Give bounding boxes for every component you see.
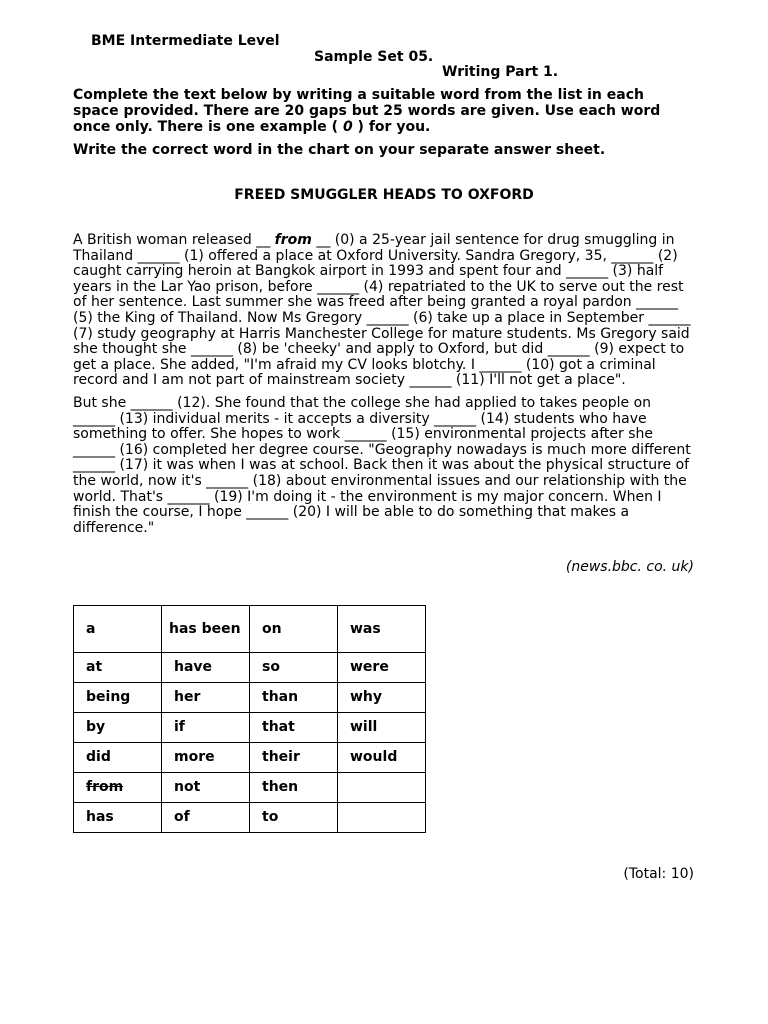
sample-set-heading: Sample Set 05.	[314, 49, 434, 65]
word-cell	[338, 773, 426, 803]
level-heading: BME Intermediate Level	[91, 33, 280, 49]
word-cell: their	[250, 743, 338, 773]
source-citation: (news.bbc. co. uk)	[565, 559, 694, 575]
word-cell: have	[162, 653, 250, 683]
passage-paragraph-2: But she ______ (12). She found that the college she had applied to takes people on ______ (13) individual merits - it accepts a diversity ______ (14) students who have something to offer. She hopes to work ______ (15) environmental projects after she ______ (16) completed her degree course. "Geography nowadays is much more different ______ (17) it was when I was at school. Back then it was about the physical structure of the world, now it's ______ (18) about environmental issues and our relationship with the world. That's ______ (19) I'm doing it - the environment is my major concern. When I finish the course, I hope ______ (20) I will be able to do something that makes a difference."	[73, 394, 691, 536]
word-cell: than	[250, 683, 338, 713]
word-cell: not	[162, 773, 250, 803]
answer-sheet-instruction: Write the correct word in the chart on your separate answer sheet.	[73, 142, 606, 158]
word-cell: a	[74, 606, 162, 653]
word-table-row	[74, 683, 426, 713]
word-cell: will	[338, 713, 426, 743]
word-cell: to	[250, 803, 338, 833]
instruction-text-before: Complete the text below by writing a suitable word from the list in each space provided. There are 20 gaps but 25 words are given. Use each word once only. There is one example (	[73, 87, 661, 135]
word-table-row	[74, 743, 426, 773]
example-number: 0	[342, 119, 353, 135]
word-cell: her	[162, 683, 250, 713]
word-cell: more	[162, 743, 250, 773]
word-cell: then	[250, 773, 338, 803]
word-cell: would	[338, 743, 426, 773]
word-cell: has been	[162, 606, 250, 653]
word-table-row	[74, 803, 426, 833]
word-cell: from	[74, 773, 162, 803]
paragraph-1-text-before: A British woman released __	[73, 232, 275, 248]
passage-title: FREED SMUGGLER HEADS TO OXFORD	[234, 187, 534, 203]
word-table-row	[74, 606, 426, 653]
passage	[73, 233, 695, 536]
word-table-row	[74, 773, 426, 803]
word-cell: on	[250, 606, 338, 653]
paragraph-1-text-after: __ (0) a 25-year jail sentence for drug smuggling in Thailand ______ (1) offered a place at Oxford University. Sandra Gregory, 35, ______ (2) caught carrying heroin at Bangkok airport in 1993 and spent four and ______ (3) half years in the Lar Yao prison, before ______ (4) repatriated to the UK to serve out the rest of her sentence. Last summer she was freed after being granted a royal pardon ______ (5) the King of Thailand. Now Ms Gregory ______ (6) take up a place in September ______ (7) study geography at Harris Manchester College for mature students. Ms Gregory said she thought she ______ (8) be 'cheeky' and apply to Oxford, but did ______ (9) expect to get a place. She added, "I'm afraid my CV looks blotchy. I ______ (10) got a criminal record and I am not part of mainstream society ______ (11) I'll not get a place".	[73, 232, 691, 389]
word-cell: at	[74, 653, 162, 683]
example-answer: from	[274, 232, 312, 248]
word-cell: of	[162, 803, 250, 833]
word-list-table	[73, 605, 426, 833]
word-table-row	[74, 713, 426, 743]
instruction-text-after: ) for you.	[352, 119, 431, 135]
writing-part-heading: Writing Part 1.	[442, 64, 559, 80]
main-instruction	[73, 87, 693, 135]
word-cell: so	[250, 653, 338, 683]
total-score: (Total: 10)	[623, 866, 694, 882]
word-cell	[338, 803, 426, 833]
word-cell: why	[338, 683, 426, 713]
instructions	[73, 87, 693, 158]
word-cell: did	[74, 743, 162, 773]
word-cell: has	[74, 803, 162, 833]
passage-paragraph-1	[73, 233, 695, 389]
word-cell: that	[250, 713, 338, 743]
word-cell: were	[338, 653, 426, 683]
word-cell: if	[162, 713, 250, 743]
word-cell: was	[338, 606, 426, 653]
word-cell: by	[74, 713, 162, 743]
word-table-row	[74, 653, 426, 683]
word-cell: being	[74, 683, 162, 713]
